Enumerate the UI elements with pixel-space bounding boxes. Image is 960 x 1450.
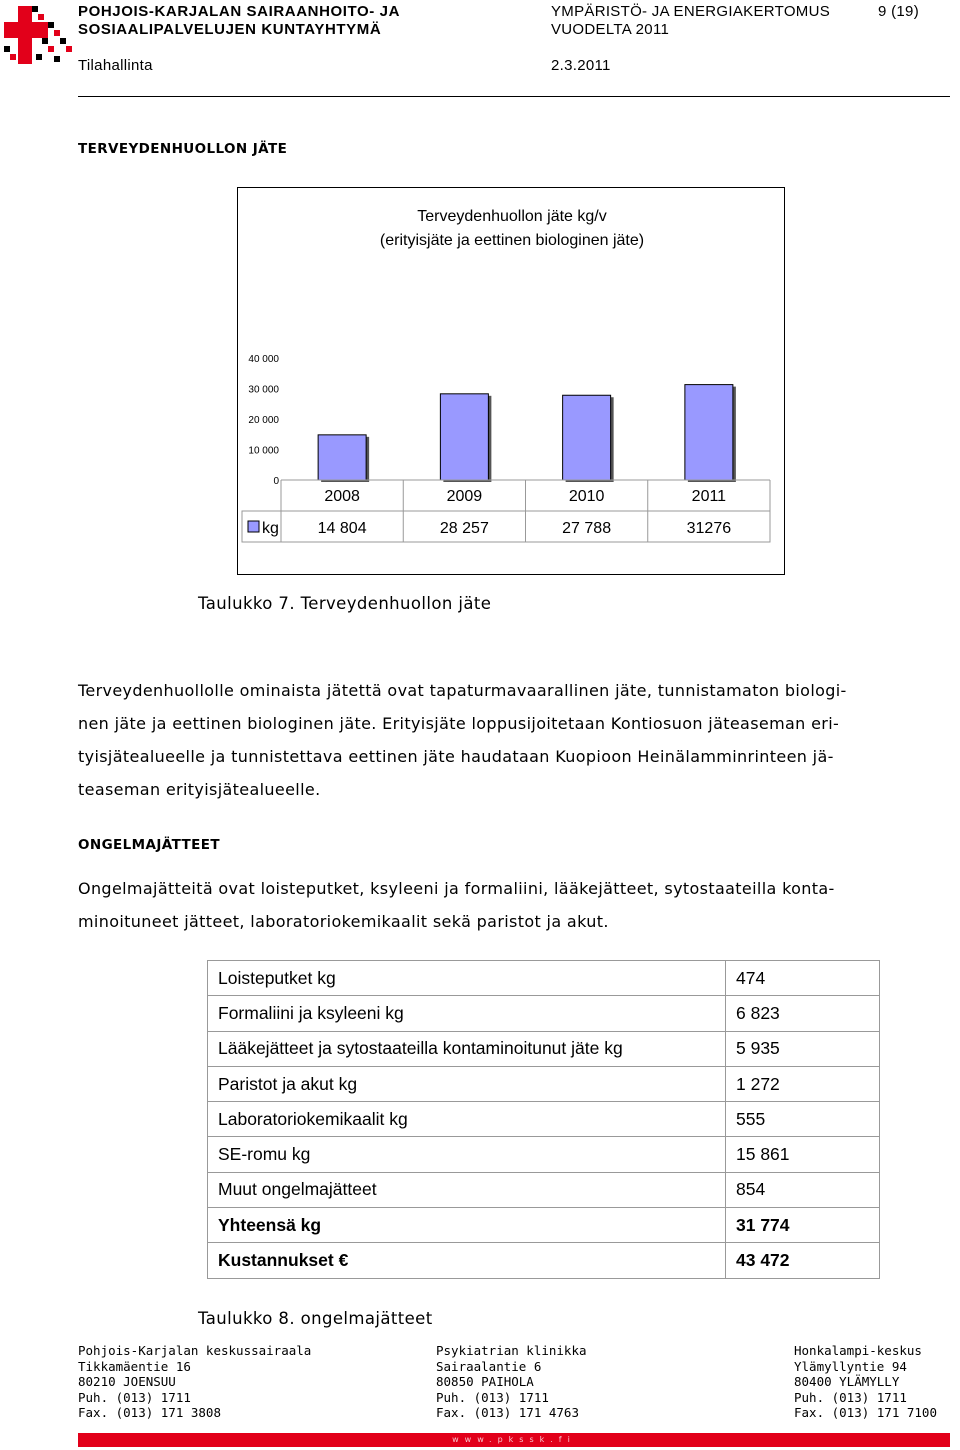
healthcare-waste-chart xyxy=(237,187,785,575)
waste-type-cell: SE-romu kg xyxy=(208,1137,726,1172)
paragraph-line: minoituneet jätteet, laboratoriokemikaalit sekä paristot ja akut. xyxy=(78,912,609,931)
waste-amount-cell: 6 823 xyxy=(726,996,880,1031)
y-tick-label: 10 000 xyxy=(248,445,279,457)
document-title xyxy=(551,3,830,39)
waste-amount-cell: 31 774 xyxy=(726,1208,880,1243)
org-name-line1: POHJOIS-KARJALAN SAIRAANHOITO- JA xyxy=(78,3,401,20)
organization-logo-icon xyxy=(2,2,76,68)
waste-amount-cell: 1 272 xyxy=(726,1066,880,1101)
waste-type-cell: Muut ongelmajätteet xyxy=(208,1172,726,1207)
waste-amount-cell: 43 472 xyxy=(726,1243,880,1278)
paragraph-line: nen jäte ja eettinen biologinen jäte. Erityisjäte loppusijoitetaan Kontiosuon jäteaseman eri- xyxy=(78,714,840,733)
y-tick-label: 20 000 xyxy=(248,415,279,426)
legend-series-name: kg xyxy=(262,520,279,537)
footer-line: Puh. (013) 1711 xyxy=(436,1389,549,1405)
waste-type-cell: Formaliini ja ksyleeni kg xyxy=(208,996,726,1031)
waste-amount-cell: 474 xyxy=(726,961,880,996)
table-row xyxy=(208,1102,880,1137)
paragraph-line: Ongelmajätteitä ovat loisteputket, ksyleeni ja formaliini, lääkejätteet, sytostaateilla konta- xyxy=(78,879,835,898)
footer-line: 80210 JOENSUU xyxy=(78,1374,176,1390)
footer-line: Pohjois-Karjalan keskussairaala xyxy=(78,1343,312,1358)
x-tick-label: 2011 xyxy=(691,488,727,505)
chart-subtitle: (erityisjäte ja eettinen biologinen jäte) xyxy=(379,232,645,249)
bar-2010 xyxy=(563,395,611,480)
data-value-label: 31276 xyxy=(686,520,732,537)
footer-line: Puh. (013) 1711 xyxy=(78,1389,191,1405)
bar-2008 xyxy=(318,435,366,480)
table-row xyxy=(208,1243,880,1278)
healthcare-waste-paragraph xyxy=(78,674,950,806)
footer-address-hospital xyxy=(78,1343,311,1421)
x-tick-label: 2010 xyxy=(568,488,605,505)
table-row xyxy=(208,1137,880,1172)
table-row xyxy=(208,1172,880,1207)
waste-type-cell: Lääkejätteet ja sytostaateilla kontaminoitunut jäte kg xyxy=(208,1031,726,1066)
paragraph-line: teaseman erityisjätealueelle. xyxy=(78,780,321,799)
table-caption: Taulukko 8. ongelmajätteet xyxy=(198,1309,433,1328)
footer-web-address[interactable]: www.pkssk.fi xyxy=(452,1435,576,1444)
department-label: Tilahallinta xyxy=(78,57,153,74)
footer-address-honkalampi xyxy=(794,1343,937,1421)
doc-title-line2: VUODELTA 2011 xyxy=(551,21,670,38)
footer-line: Psykiatrian klinikka xyxy=(436,1343,587,1358)
paragraph-line: tyisjätealueelle ja tunnistettava eettinen jäte haudataan Kuopioon Heinälamminrinteen jä- xyxy=(78,747,834,766)
waste-type-cell: Paristot ja akut kg xyxy=(208,1066,726,1101)
table-row xyxy=(208,961,880,996)
footer-line: 80850 PAIHOLA xyxy=(436,1374,534,1390)
footer-line: 80400 YLÄMYLLY xyxy=(794,1374,900,1390)
organization-name xyxy=(78,3,400,39)
table-row xyxy=(208,1066,880,1101)
data-value-label: 27 788 xyxy=(562,520,612,537)
table-row xyxy=(208,1208,880,1243)
footer-line: Puh. (013) 1711 xyxy=(794,1389,907,1405)
y-tick-label: 40 000 xyxy=(248,354,279,365)
x-tick-label: 2009 xyxy=(446,488,483,505)
data-value-label: 14 804 xyxy=(317,520,367,537)
chart-title: Terveydenhuollon jäte kg/v xyxy=(417,208,607,225)
page-number: 9 (19) xyxy=(878,3,919,20)
footer-line: Fax. (013) 171 7100 xyxy=(794,1405,937,1421)
footer-line: Tikkamäentie 16 xyxy=(78,1358,191,1374)
footer-web-bar xyxy=(78,1433,950,1447)
section-heading-hazardous-waste: ONGELMAJÄTTEET xyxy=(78,837,220,853)
waste-amount-cell: 5 935 xyxy=(726,1031,880,1066)
section-heading-healthcare-waste: TERVEYDENHUOLLON JÄTE xyxy=(78,141,288,157)
paragraph-line: Terveydenhuollolle ominaista jätettä ovat tapaturmavaarallinen jäte, tunnistamaton biologi- xyxy=(78,681,847,700)
org-name-line2: SOSIAALIPALVELUJEN KUNTAYHTYMÄ xyxy=(78,21,382,38)
y-tick-label: 30 000 xyxy=(248,384,279,396)
header-divider xyxy=(78,96,950,97)
bar-2009 xyxy=(440,394,488,480)
footer-line: Fax. (013) 171 4763 xyxy=(436,1405,579,1421)
footer-line: Fax. (013) 171 3808 xyxy=(78,1405,221,1421)
waste-amount-cell: 15 861 xyxy=(726,1137,880,1172)
footer-line: Ylämyllyntie 94 xyxy=(794,1358,907,1374)
doc-title-line1: YMPÄRISTÖ- JA ENERGIAKERTOMUS xyxy=(551,3,831,20)
waste-type-cell: Loisteputket kg xyxy=(208,961,726,996)
y-tick-label: 0 xyxy=(273,476,279,487)
hazardous-waste-table xyxy=(207,960,880,1279)
table-row xyxy=(208,996,880,1031)
footer-address-psychiatry xyxy=(436,1343,587,1421)
waste-amount-cell: 854 xyxy=(726,1172,880,1207)
waste-type-cell: Kustannukset € xyxy=(208,1243,726,1278)
footer-line: Honkalampi-keskus xyxy=(794,1343,922,1358)
chart-canvas xyxy=(238,188,784,574)
waste-type-cell: Yhteensä kg xyxy=(208,1208,726,1243)
waste-amount-cell: 555 xyxy=(726,1102,880,1137)
chart-caption: Taulukko 7. Terveydenhuollon jäte xyxy=(198,594,492,613)
document-date: 2.3.2011 xyxy=(551,57,611,74)
footer-line: Sairaalantie 6 xyxy=(436,1358,542,1374)
x-tick-label: 2008 xyxy=(324,488,360,505)
table-row xyxy=(208,1031,880,1066)
legend-swatch xyxy=(248,521,259,532)
data-value-label: 28 257 xyxy=(439,520,489,537)
waste-type-cell: Laboratoriokemikaalit kg xyxy=(208,1102,726,1137)
hazardous-waste-paragraph xyxy=(78,872,950,938)
bar-2011 xyxy=(685,385,733,480)
